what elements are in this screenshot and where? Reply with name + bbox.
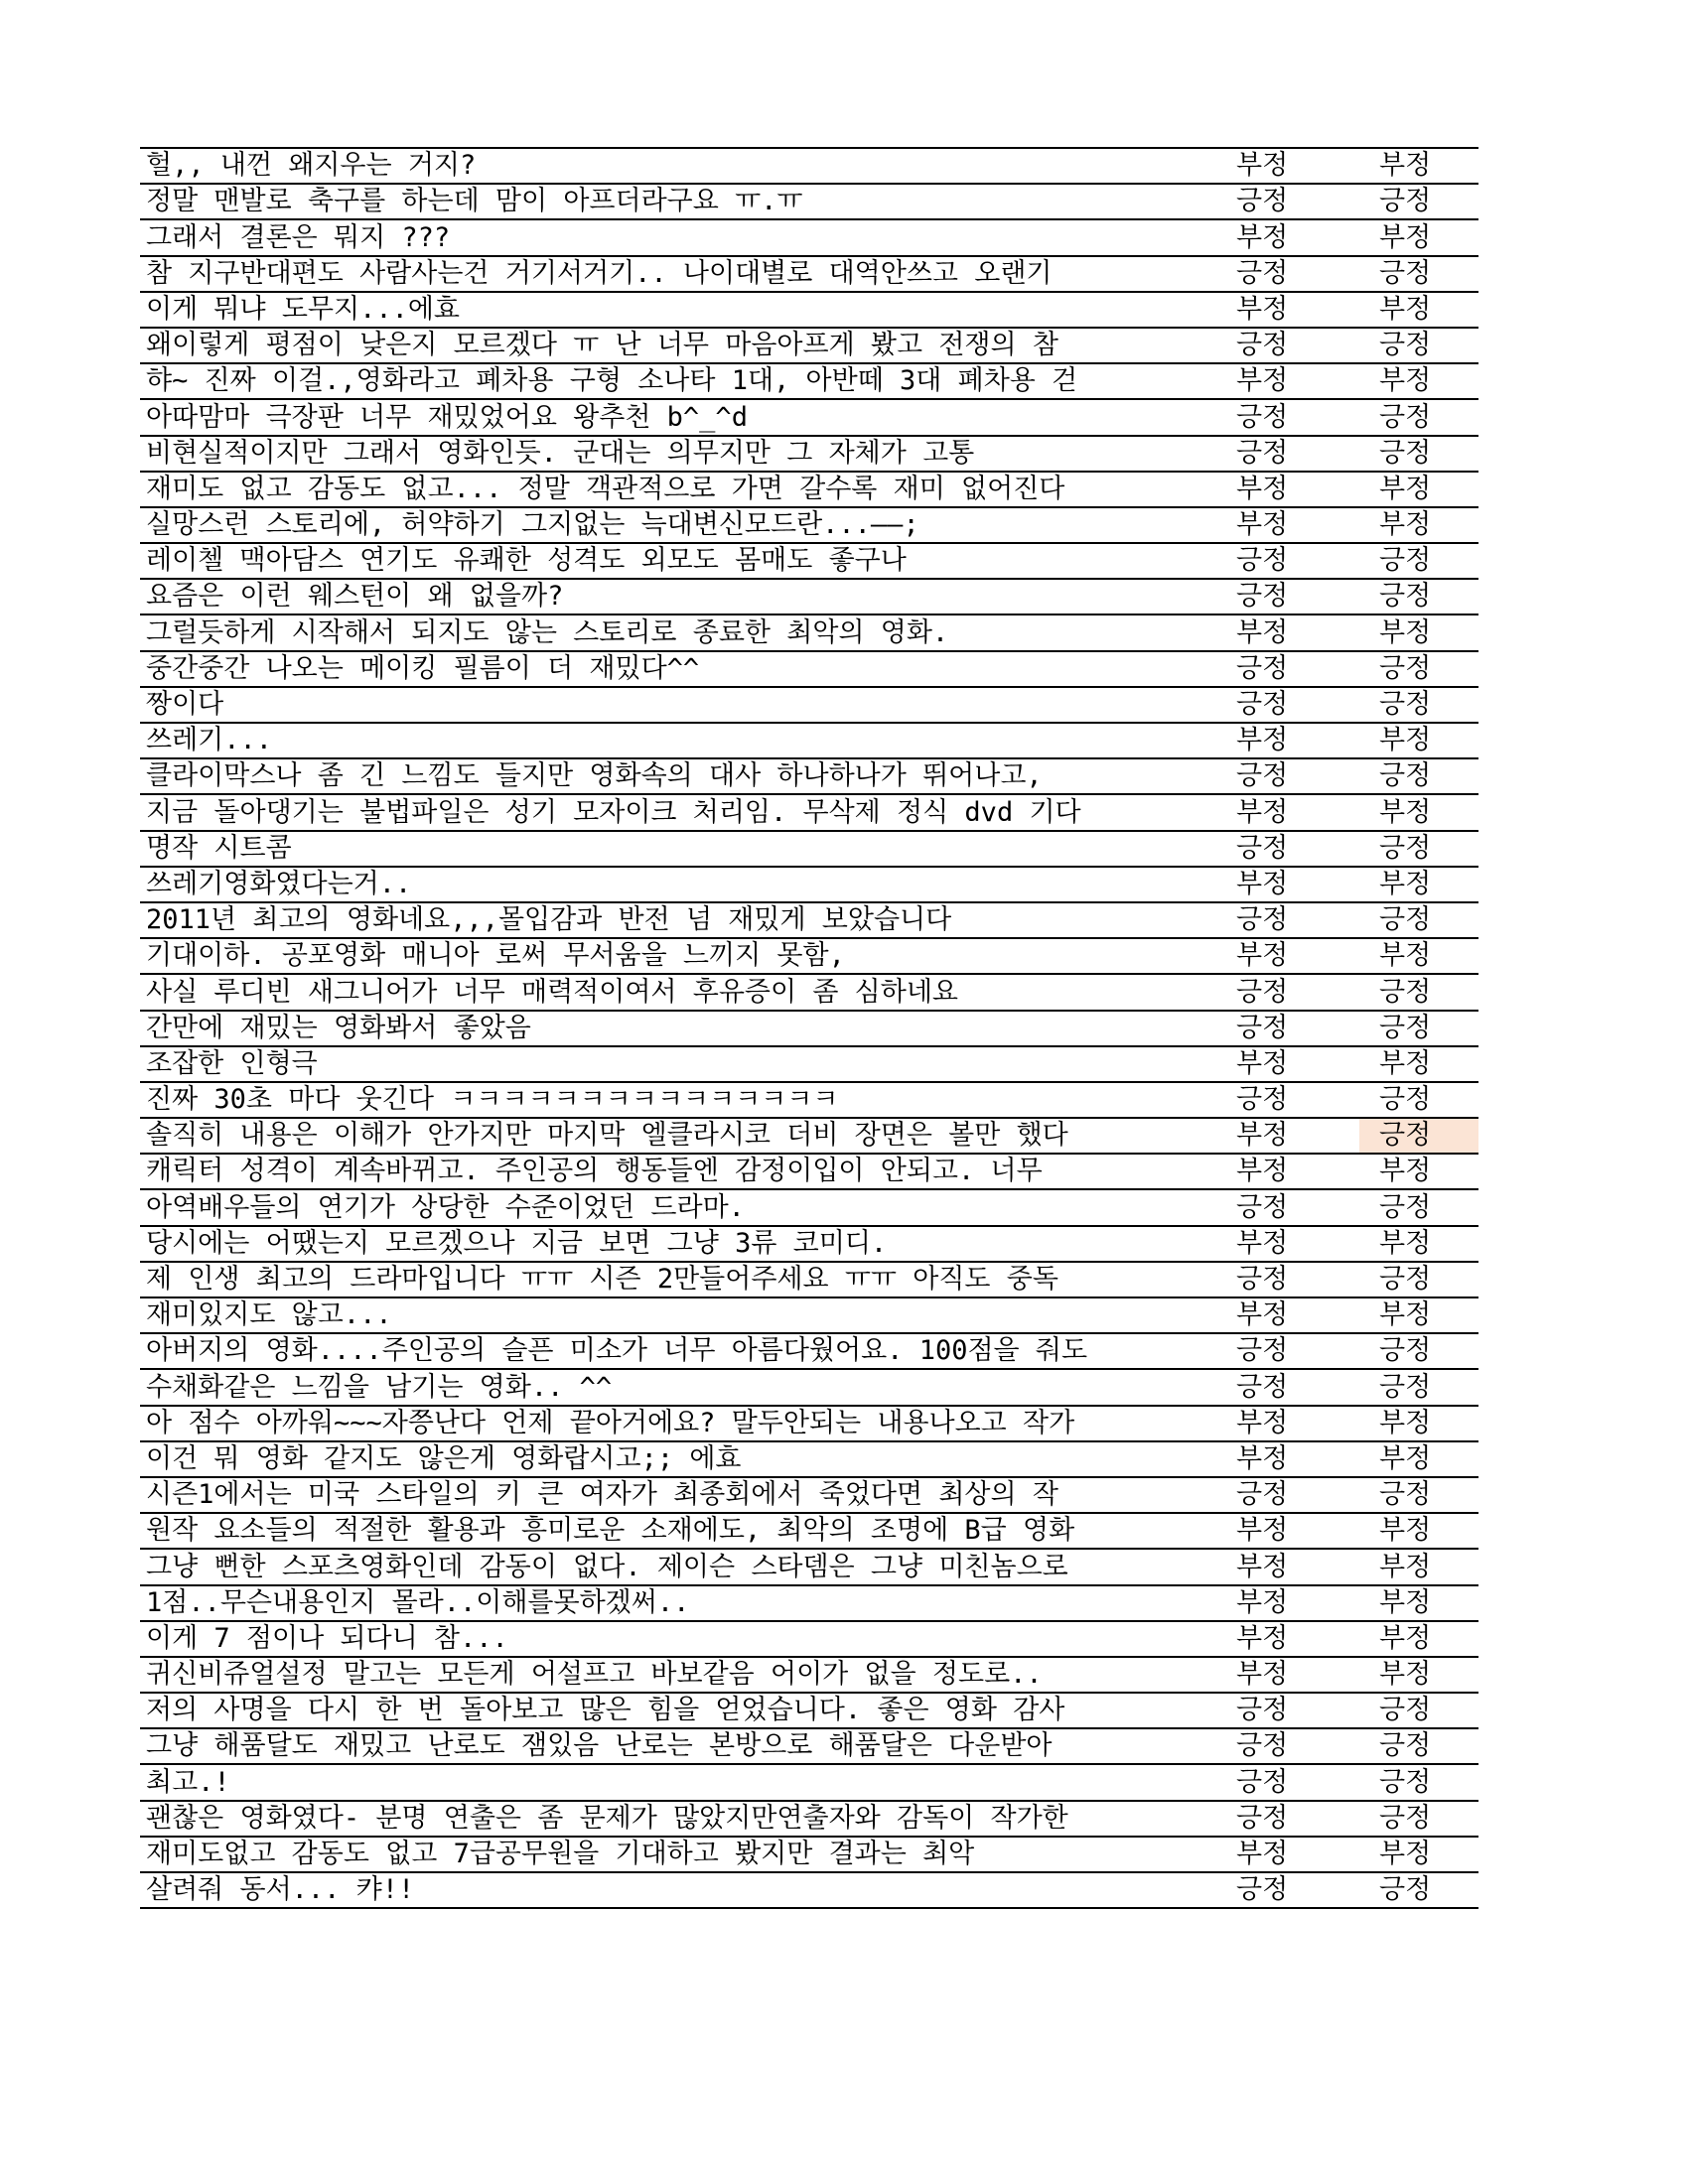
- label-cell: 긍정: [1236, 760, 1289, 792]
- review-text-cell: 그럴듯하게 시작해서 되지도 않는 스토리로 종료한 최악의 영화.: [146, 616, 949, 648]
- table-row: [140, 832, 1478, 868]
- prediction-cell: 긍정: [1379, 1874, 1432, 1906]
- table-row: [140, 903, 1478, 939]
- review-text-cell: 실망스런 스토리에, 허약하기 그지없는 늑대변신모드란...——;: [146, 509, 919, 541]
- table-row: [140, 1407, 1478, 1442]
- label-cell: 부정: [1236, 1515, 1289, 1547]
- table-row: [140, 1694, 1478, 1729]
- label-cell: 긍정: [1236, 832, 1289, 864]
- table-row: [140, 220, 1478, 256]
- label-cell: 부정: [1236, 725, 1289, 756]
- prediction-cell: 부정: [1379, 1407, 1432, 1438]
- label-cell: 긍정: [1236, 581, 1289, 613]
- label-cell: 긍정: [1236, 1479, 1289, 1511]
- label-cell: 부정: [1236, 150, 1289, 182]
- table-row: [140, 364, 1478, 400]
- review-text-cell: 이게 뭐냐 도무지...에효: [146, 293, 461, 325]
- label-cell: 긍정: [1236, 1695, 1289, 1726]
- prediction-cell: 긍정: [1379, 1479, 1432, 1511]
- review-text-cell: 햐~ 진짜 이걸.,영화라고 폐차용 구형 소나타 1대, 아반떼 3대 폐차용 걷: [146, 365, 1078, 397]
- prediction-cell: 긍정: [1379, 1802, 1432, 1834]
- table-row: [140, 1622, 1478, 1658]
- prediction-cell: 긍정: [1379, 1335, 1432, 1367]
- review-text-cell: 귀신비쥬얼설정 말고는 모든게 어설프고 바보같음 어이가 없을 정도로..: [146, 1659, 1043, 1691]
- label-cell: 부정: [1236, 1839, 1289, 1869]
- review-text-cell: 레이첼 맥아담스 연기도 유쾌한 성격도 외모도 몸매도 좋구나: [146, 545, 907, 577]
- prediction-cell: 긍정: [1379, 1264, 1432, 1295]
- label-cell: 부정: [1236, 796, 1289, 828]
- table-row: [140, 149, 1478, 185]
- prediction-cell: 부정: [1379, 365, 1432, 397]
- table-row: [140, 759, 1478, 795]
- prediction-cell: 긍정: [1379, 257, 1432, 289]
- review-text-cell: 시즌1에서는 미국 스타일의 키 큰 여자가 최종회에서 죽었다면 최상의 작: [146, 1479, 1058, 1511]
- label-cell: 긍정: [1236, 330, 1289, 361]
- review-text-cell: 살려줘 동서... 캬!!: [146, 1874, 415, 1906]
- prediction-cell: 긍정: [1379, 976, 1432, 1008]
- label-cell: 부정: [1236, 1407, 1289, 1438]
- label-cell: 긍정: [1236, 257, 1289, 289]
- prediction-cell: 부정: [1379, 1586, 1432, 1618]
- table-row: [140, 1083, 1478, 1119]
- table-row: [140, 1047, 1478, 1083]
- review-text-cell: 이건 뭐 영화 같지도 않은게 영화랍시고;; 에효: [146, 1442, 742, 1474]
- prediction-cell: 긍정: [1379, 760, 1432, 792]
- table-row: [140, 1586, 1478, 1622]
- label-cell: 부정: [1236, 221, 1289, 253]
- prediction-cell: 부정: [1379, 1659, 1432, 1691]
- review-text-cell: 간만에 재밌는 영화봐서 좋았음: [146, 1012, 531, 1043]
- table-row: [140, 1263, 1478, 1298]
- label-cell: 부정: [1236, 1622, 1289, 1654]
- table-row: [140, 437, 1478, 473]
- prediction-cell: 긍정: [1379, 401, 1432, 433]
- review-text-cell: 2011년 최고의 영화네요,,,몰입감과 반전 넘 재밌게 보았습니다: [146, 904, 952, 936]
- review-text-cell: 아버지의 영화....주인공의 슬픈 미소가 너무 아름다웠어요. 100점을 줘도: [146, 1335, 1088, 1367]
- review-text-cell: 당시에는 어땠는지 모르겠으나 지금 보면 그냥 3류 코미디.: [146, 1227, 888, 1259]
- label-cell: 부정: [1236, 293, 1289, 325]
- table-row: [140, 1729, 1478, 1765]
- review-text-cell: 괜찮은 영화였다- 분명 연출은 좀 문제가 많았지만연출자와 감독이 작가한: [146, 1802, 1068, 1834]
- prediction-cell: 부정: [1379, 868, 1432, 899]
- label-cell: 긍정: [1236, 652, 1289, 684]
- review-text-cell: 지금 돌아댕기는 불법파일은 성기 모자이크 처리임. 무삭제 정식 dvd 기다: [146, 796, 1081, 828]
- label-cell: 긍정: [1236, 437, 1289, 469]
- table-row: [140, 1550, 1478, 1585]
- prediction-cell: 부정: [1379, 1156, 1432, 1187]
- prediction-cell: 부정: [1379, 293, 1432, 325]
- review-text-cell: 원작 요소들의 적절한 활용과 흥미로운 소재에도, 최악의 조명에 B급 영화: [146, 1515, 1075, 1547]
- review-text-cell: 제 인생 최고의 드라마입니다 ㅠㅠ 시즌 2만들어주세요 ㅠㅠ 아직도 중독: [146, 1264, 1058, 1295]
- label-cell: 부정: [1236, 940, 1289, 972]
- review-text-cell: 클라이막스나 좀 긴 느낌도 들지만 영화속의 대사 하나하나가 뛰어나고,: [146, 760, 1043, 792]
- label-cell: 부정: [1236, 1299, 1289, 1331]
- prediction-cell: 긍정: [1379, 1766, 1432, 1798]
- prediction-cell: 긍정: [1379, 545, 1432, 577]
- table-row: [140, 1658, 1478, 1694]
- review-text-cell: 1점..무슨내용인지 몰라..이해를못하겠써..: [146, 1586, 690, 1618]
- table-row: [140, 868, 1478, 903]
- table-row: [140, 1012, 1478, 1047]
- prediction-cell: 부정: [1379, 940, 1432, 972]
- table-row: [140, 1873, 1478, 1909]
- review-text-cell: 왜이렇게 평점이 낮은지 모르겠다 ㅠ 난 너무 마음아프게 봤고 전쟁의 참: [146, 330, 1058, 361]
- prediction-cell: 부정: [1379, 1047, 1432, 1079]
- label-cell: 긍정: [1236, 1766, 1289, 1798]
- prediction-cell: 긍정: [1379, 652, 1432, 684]
- table-row: [140, 1838, 1478, 1873]
- prediction-cell: 부정: [1379, 1551, 1432, 1582]
- table-row: [140, 400, 1478, 436]
- prediction-cell: 긍정: [1379, 1371, 1432, 1403]
- table-row: [140, 1227, 1478, 1263]
- table-row: [140, 293, 1478, 329]
- review-text-cell: 수채화같은 느낌을 남기는 영화.. ^^: [146, 1371, 613, 1403]
- table-row: [140, 1190, 1478, 1226]
- table-row: [140, 1765, 1478, 1801]
- label-cell: 긍정: [1236, 186, 1289, 217]
- review-text-cell: 진짜 30초 마다 웃긴다 ㅋㅋㅋㅋㅋㅋㅋㅋㅋㅋㅋㅋㅋㅋㅋ: [146, 1084, 839, 1116]
- prediction-cell: 긍정: [1379, 186, 1432, 217]
- table-row: [140, 1442, 1478, 1478]
- review-text-cell: 짱이다: [146, 689, 224, 720]
- review-text-cell: 캐릭터 성격이 계속바뀌고. 주인공의 행동들엔 감정이입이 안되고. 너무: [146, 1156, 1043, 1187]
- table-row: [140, 329, 1478, 364]
- prediction-cell: 부정: [1379, 150, 1432, 182]
- table-row: [140, 1370, 1478, 1406]
- label-cell: 긍정: [1236, 1012, 1289, 1043]
- prediction-cell: 긍정: [1379, 1730, 1432, 1762]
- prediction-cell: 부정: [1379, 1515, 1432, 1547]
- table-row: [140, 615, 1478, 651]
- table-row: [140, 1298, 1478, 1334]
- table-row: [140, 652, 1478, 688]
- review-text-cell: 조잡한 인형극: [146, 1047, 318, 1079]
- label-cell: 부정: [1236, 1156, 1289, 1187]
- label-cell: 긍정: [1236, 1084, 1289, 1116]
- label-cell: 부정: [1236, 1227, 1289, 1259]
- label-cell: 부정: [1236, 868, 1289, 899]
- prediction-cell: 긍정: [1379, 689, 1432, 720]
- review-text-cell: 사실 루디빈 새그니어가 너무 매력적이여서 후유증이 좀 심하네요: [146, 976, 959, 1008]
- prediction-cell: 부정: [1379, 725, 1432, 756]
- review-text-cell: 그래서 결론은 뭐지 ???: [146, 221, 451, 253]
- table-row: [140, 544, 1478, 580]
- prediction-cell: 긍정: [1379, 1191, 1432, 1223]
- prediction-cell: 긍정: [1379, 1012, 1432, 1043]
- review-text-cell: 아역배우들의 연기가 상당한 수준이었던 드라마.: [146, 1191, 745, 1223]
- prediction-cell: 긍정: [1379, 437, 1432, 469]
- table-row: [140, 1514, 1478, 1550]
- prediction-cell: 긍정: [1379, 904, 1432, 936]
- label-cell: 긍정: [1236, 976, 1289, 1008]
- table-row: [140, 724, 1478, 759]
- prediction-cell: 부정: [1379, 616, 1432, 648]
- label-cell: 긍정: [1236, 401, 1289, 433]
- table-row: [140, 975, 1478, 1011]
- table-row: [140, 508, 1478, 544]
- review-text-cell: 아따맘마 극장판 너무 재밌었어요 왕추천 b^_^d: [146, 401, 748, 433]
- label-cell: 긍정: [1236, 1874, 1289, 1906]
- label-cell: 부정: [1236, 1047, 1289, 1079]
- prediction-cell: 부정: [1379, 1299, 1432, 1331]
- table-row: [140, 185, 1478, 220]
- table-row: [140, 580, 1478, 615]
- prediction-cell: 긍정: [1379, 832, 1432, 864]
- prediction-cell: 부정: [1379, 1442, 1432, 1474]
- label-cell: 부정: [1236, 365, 1289, 397]
- label-cell: 부정: [1236, 1120, 1289, 1152]
- table-row: [140, 473, 1478, 508]
- review-text-cell: 쓰레기영화였다는거..: [146, 868, 412, 899]
- review-text-cell: 참 지구반대편도 사람사는건 거기서거기.. 나이대별로 대역안쓰고 오랜기: [146, 257, 1053, 289]
- table-row: [140, 688, 1478, 724]
- review-text-cell: 재미도 없고 감동도 없고... 정말 객관적으로 가면 갈수록 재미 없어진다: [146, 473, 1065, 504]
- review-text-cell: 기대이하. 공포영화 매니아 로써 무서움을 느끼지 못함,: [146, 940, 845, 972]
- review-text-cell: 최고.!: [146, 1766, 230, 1798]
- prediction-cell: 부정: [1379, 1839, 1432, 1869]
- label-cell: 긍정: [1236, 904, 1289, 936]
- review-table: [140, 147, 1478, 1909]
- review-text-cell: 쓰레기...: [146, 725, 273, 756]
- label-cell: 부정: [1236, 1586, 1289, 1618]
- prediction-cell: 부정: [1379, 221, 1432, 253]
- label-cell: 부정: [1236, 1551, 1289, 1582]
- review-text-cell: 그냥 해품달도 재밌고 난로도 잼있음 난로는 본방으로 해품달은 다운받아: [146, 1730, 1053, 1762]
- label-cell: 부정: [1236, 473, 1289, 504]
- prediction-cell: 긍정: [1379, 1084, 1432, 1116]
- label-cell: 부정: [1236, 509, 1289, 541]
- label-cell: 긍정: [1236, 1335, 1289, 1367]
- review-text-cell: 명작 시트콤: [146, 832, 292, 864]
- review-text-cell: 재미있지도 않고...: [146, 1299, 392, 1331]
- table-row: [140, 939, 1478, 975]
- prediction-cell: 긍정: [1379, 330, 1432, 361]
- prediction-cell: 부정: [1379, 796, 1432, 828]
- review-text-cell: 비현실적이지만 그래서 영화인듯. 군대는 의무지만 그 자체가 고통: [146, 437, 975, 469]
- prediction-cell: 부정: [1379, 1622, 1432, 1654]
- table-row: [140, 1802, 1478, 1838]
- review-text-cell: 아 점수 아까워~~~자쯩난다 언제 끝아거에요? 말두안되는 내용나오고 작가: [146, 1407, 1075, 1438]
- prediction-cell: 부정: [1379, 509, 1432, 541]
- table-row: [140, 1119, 1478, 1155]
- prediction-cell: 긍정: [1379, 1695, 1432, 1726]
- label-cell: 긍정: [1236, 689, 1289, 720]
- review-text-cell: 재미도없고 감동도 없고 7급공무원을 기대하고 봤지만 결과는 최악: [146, 1839, 975, 1869]
- table-row: [140, 257, 1478, 293]
- review-text-cell: 헐,, 내껀 왜지우는 거지?: [146, 150, 477, 182]
- prediction-cell-mismatch: 긍정: [1359, 1119, 1478, 1153]
- review-text-cell: 요즘은 이런 웨스턴이 왜 없을까?: [146, 581, 564, 613]
- label-cell: 긍정: [1236, 1730, 1289, 1762]
- review-text-cell: 이게 7 점이나 되다니 참...: [146, 1622, 508, 1654]
- review-text-cell: 그냥 뻔한 스포츠영화인데 감동이 없다. 제이슨 스타뎀은 그냥 미친놈으로: [146, 1551, 1068, 1582]
- table-row: [140, 1334, 1478, 1370]
- label-cell: 부정: [1236, 616, 1289, 648]
- label-cell: 긍정: [1236, 545, 1289, 577]
- prediction-cell: 부정: [1379, 1227, 1432, 1259]
- table-row: [140, 1155, 1478, 1190]
- label-cell: 부정: [1236, 1442, 1289, 1474]
- label-cell: 긍정: [1236, 1264, 1289, 1295]
- table-row: [140, 795, 1478, 831]
- prediction-cell: 긍정: [1379, 581, 1432, 613]
- label-cell: 긍정: [1236, 1371, 1289, 1403]
- prediction-cell: 부정: [1379, 473, 1432, 504]
- review-text-cell: 중간중간 나오는 메이킹 필름이 더 재밌다^^: [146, 652, 700, 684]
- review-text-cell: 저의 사명을 다시 한 번 돌아보고 많은 힘을 얻었습니다. 좋은 영화 감사: [146, 1695, 1065, 1726]
- label-cell: 긍정: [1236, 1191, 1289, 1223]
- table-row: [140, 1478, 1478, 1514]
- review-text-cell: 솔직히 내용은 이해가 안가지만 마지막 엘클라시코 더비 장면은 볼만 했다: [146, 1120, 1068, 1152]
- review-text-cell: 정말 맨발로 축구를 하는데 맘이 아프더라구요 ㅠ.ㅠ: [146, 186, 803, 217]
- label-cell: 긍정: [1236, 1802, 1289, 1834]
- label-cell: 부정: [1236, 1659, 1289, 1691]
